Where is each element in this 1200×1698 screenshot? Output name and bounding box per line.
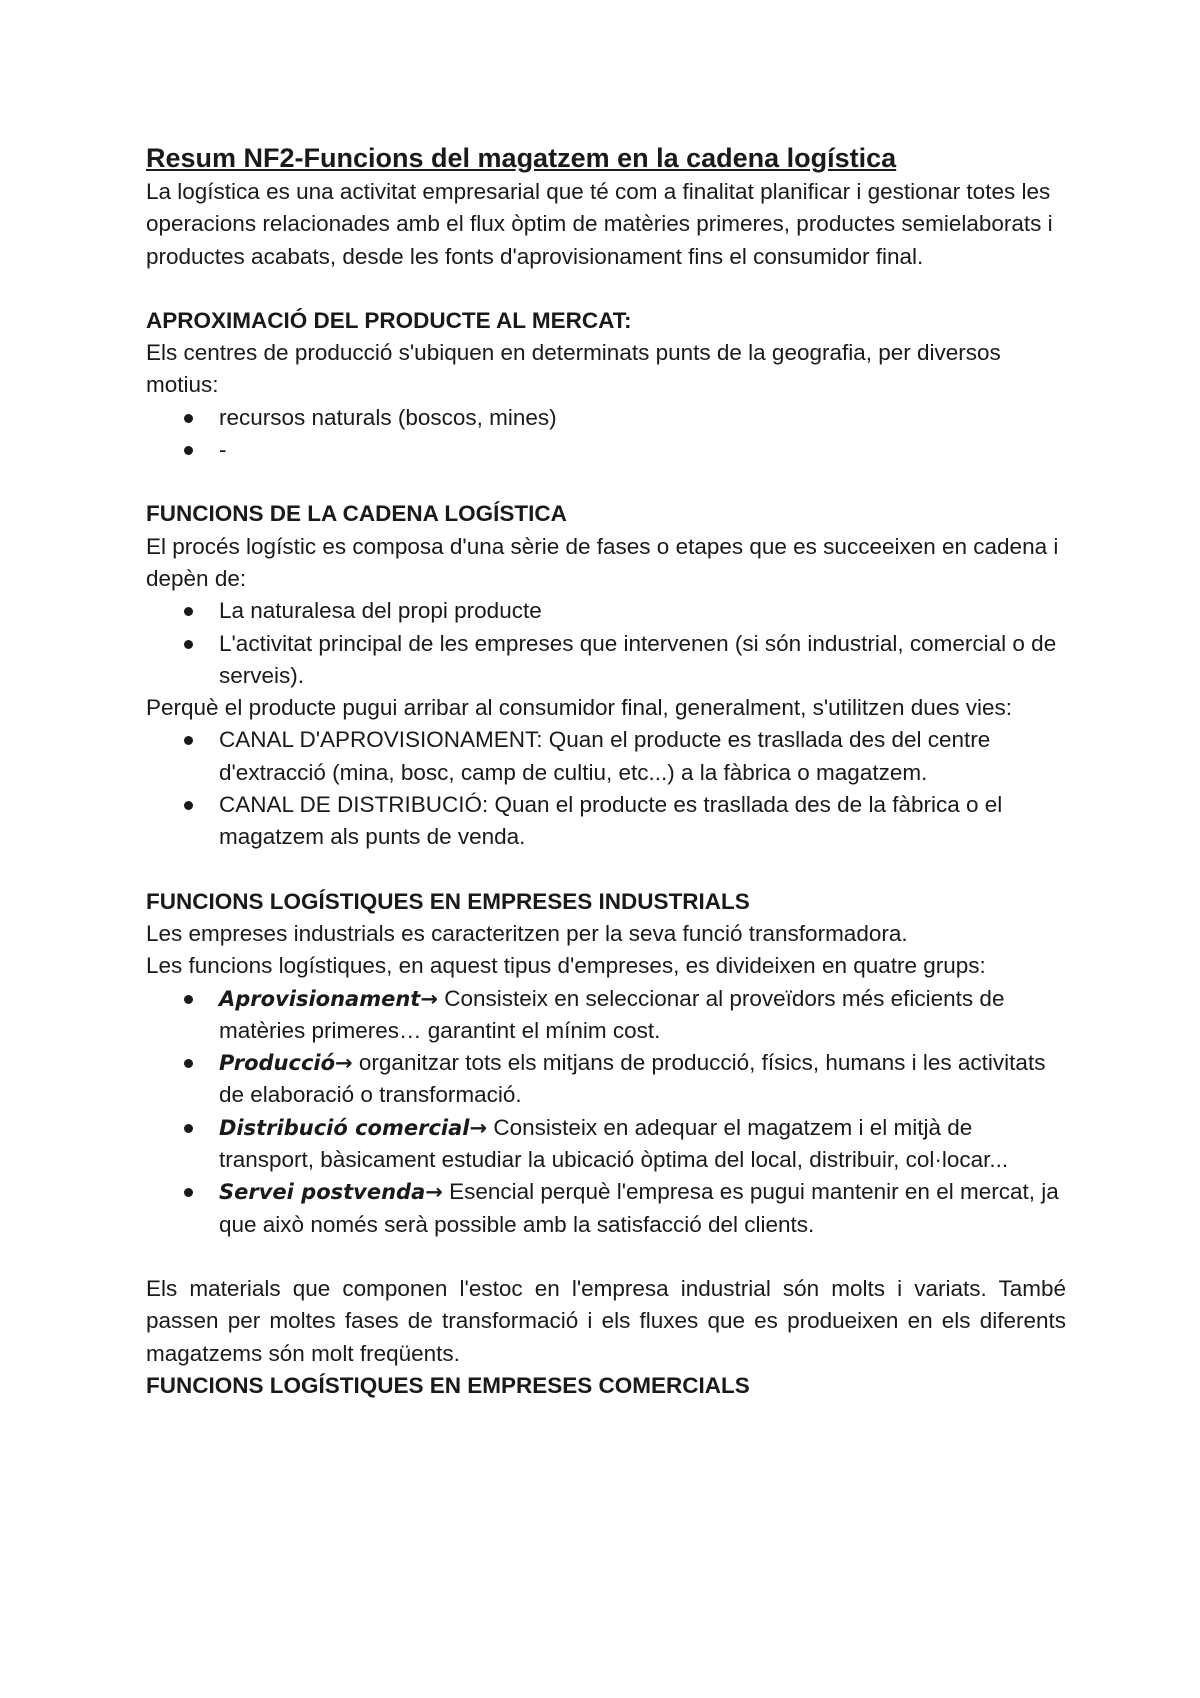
list-item: Producció→ organitzar tots els mitjans de producció, físics, humans i les activitats de elaboració o transformació. <box>146 1047 1066 1112</box>
section-text: Les empreses industrials es caracteritzen per la seva funció transformadora. <box>146 920 908 946</box>
spacer <box>146 466 1066 498</box>
section-text: Els centres de producció s'ubiquen en determinats punts de la geografia, per diversos motius: <box>146 340 1001 398</box>
document-page <box>146 140 1066 1402</box>
section-text: El procés logístic es composa d'una sèrie de fases o etapes que es succeeixen en cadena i depèn de: <box>146 533 1059 591</box>
bullet-icon <box>184 801 193 810</box>
bullet-icon <box>184 1124 193 1133</box>
section-heading-industrials: FUNCIONS LOGÍSTIQUES EN EMPRESES INDUSTRIALS <box>146 888 750 914</box>
bullet-icon <box>184 414 193 423</box>
section-text: Les funcions logístiques, en aquest tipus d'empreses, es divideixen en quatre grups: <box>146 953 986 979</box>
term: Distribució comercial <box>219 1115 470 1140</box>
arrow-icon: → <box>425 1180 443 1205</box>
list-item: - <box>146 434 1066 466</box>
bullet-icon <box>184 1188 193 1197</box>
section-heading-funcions: FUNCIONS DE LA CADENA LOGÍSTICA <box>146 501 567 527</box>
arrow-icon: → <box>469 1115 488 1140</box>
arrow-icon: → <box>335 1051 353 1076</box>
list-item: Distribució comercial→ Consisteix en adequar el magatzem i el mitjà de transport, bàsicament estudiar la ubicació òptima del local, distribuir, col·locar... <box>146 1112 1066 1177</box>
bullet-icon <box>184 995 193 1004</box>
list-item: Servei postvenda→ Esencial perquè l'empresa es pugui mantenir en el mercat, ja que això només serà possible amb la satisfacció del clients. <box>146 1176 1066 1241</box>
intro-paragraph: La logística es una activitat empresarial que té com a finalitat planificar i gestionar totes les operacions relacionades amb el flux òptim de matèries primeres, productes semielaborats i productes acabats, desde les fonts d'aprovisionament fins el consumidor final. <box>146 179 1053 269</box>
spacer <box>146 854 1066 886</box>
term: Producció <box>219 1051 336 1076</box>
bullet-icon <box>184 446 193 455</box>
term: Aprovisionament <box>219 986 421 1011</box>
section-heading-comercials: FUNCIONS LOGÍSTIQUES EN EMPRESES COMERCIALS <box>146 1372 750 1398</box>
bullet-icon <box>184 640 193 649</box>
bullet-icon <box>184 736 193 745</box>
list-item: L'activitat principal de les empreses que intervenen (si són industrial, comercial o de serveis). <box>146 628 1066 693</box>
section-heading-aproximacio: APROXIMACIÓ DEL PRODUCTE AL MERCAT: <box>146 307 632 333</box>
section-text: Perquè el producte pugui arribar al consumidor final, generalment, s'utilitzen dues vies: <box>146 695 1013 721</box>
list-item: CANAL DE DISTRIBUCIÓ: Quan el producte es trasllada des de la fàbrica o el magatzem als punts de venda. <box>146 789 1066 854</box>
document-title: Resum NF2-Funcions del magatzem en la cadena logística <box>146 143 897 173</box>
term: Servei postvenda <box>219 1180 426 1205</box>
bullet-icon <box>184 1059 193 1068</box>
spacer <box>146 1241 1066 1273</box>
bullet-list <box>146 724 1066 853</box>
list-item: recursos naturals (boscos, mines) <box>146 402 1066 434</box>
list-item: CANAL D'APROVISIONAMENT: Quan el producte es trasllada des del centre d'extracció (mina, bosc, camp de cultiu, etc...) a la fàbrica o magatzem. <box>146 724 1066 789</box>
list-item: Aprovisionament→ Consisteix en seleccionar al proveïdors més eficients de matèries primeres… garantint el mínim cost. <box>146 983 1066 1048</box>
bullet-list <box>146 595 1066 692</box>
bullet-icon <box>184 607 193 616</box>
spacer <box>146 273 1066 305</box>
function-list <box>146 983 1066 1241</box>
list-item: La naturalesa del propi producte <box>146 595 1066 627</box>
closing-paragraph: Els materials que componen l'estoc en l'empresa industrial són molts i variats. També passen per moltes fases de transformació i els fluxes que es produeixen en els diferents magatzems són molt freqüents. <box>146 1275 1066 1366</box>
arrow-icon: → <box>420 986 438 1011</box>
bullet-list <box>146 402 1066 467</box>
